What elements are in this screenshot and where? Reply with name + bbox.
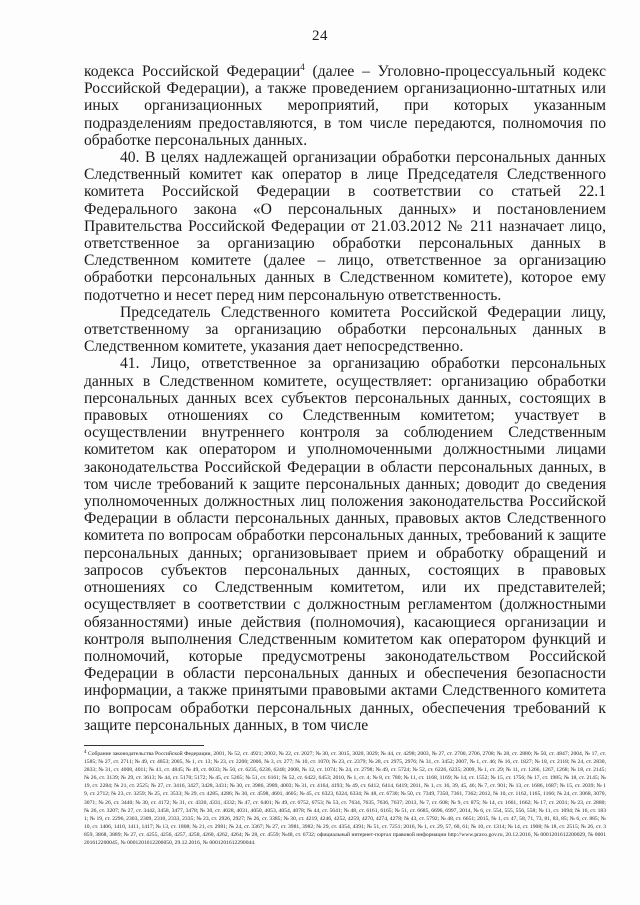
footnote-divider xyxy=(84,745,204,746)
paragraph-41: 41. Лицо, ответственное за организацию обработки персональных данных в Следственном комитете, осуществляет: организацию обработки персональных данных всех субъектов персональных данных, состоящих в правовых отношениях со Следственным комитетом; участвует в осуществлении внутреннего контроля за соблюдением Следственным комитетом как оператором и уполномоченными должностными лицами законодательства Российской Федерации в области персональных данных, в том числе требований к защите персональных данных; доводит до сведения уполномоченных должностных лиц положения законодательства Российской Федерации в области персональных данных, правовых актов Следственного комитета по вопросам обработки персональных данных, требований к защите персональных данных; организовывает прием и обработку обращений и запросов субъектов персональных данных, состоящих в правовых отношениях со Следственным комитетом, или их представителей; осуществляет в соответствии с должностным регламентом (должностными обязанностями) иные действия (полномочия), касающиеся организации и контроля выполнения Следственным комитетом как оператором функций и полномочий, которые предусмотрены законодательством Российской Федерации в области персональных данных и обеспечения безопасности информации, а также принятыми правовыми актами Следственного комитета по вопросам обработки персональных данных, обеспечения требований к защите персональных данных, в том числе xyxy=(84,355,606,734)
paragraph-chairman-instructions: Председатель Следственного комитета Российской Федерации лицу, ответственному за организацию обработки персональных данных в Следственном комитете, указания дает непосредственно. xyxy=(84,303,606,356)
paragraph-text-after-footnote: (далее – Уголовно-процессуальный кодекс Российской Федерации), а также проведением организационно-штатных или иных организационных мероприятий, при которых указанным подразделениям предоставляются, в том числе передаются, полномочия по обработке персональных данных. xyxy=(84,63,607,149)
paragraph-40: 40. В целях надлежащей организации обработки персональных данных Следственный комитет как оператор в лице Председателя Следственного комитета Российской Федерации в соответствии со статьей 22.1 Федерального закона «О персональных данных» и постановлением Правительства Российской Федерации от 21.03.2012 № 211 назначает лицо, ответственное за организацию обработки персональных данных в Следственном комитете (далее – лицо, ответственное за организацию обработки персональных данных в Следственном комитете), которое ему подотчетно и несет перед ним персональную ответственность. xyxy=(84,149,606,304)
document-body xyxy=(84,63,606,734)
paragraph-continuation xyxy=(84,63,606,149)
page-number: 24 xyxy=(312,28,328,44)
footnote-marker: 4 xyxy=(84,750,87,755)
footnote-text: Собрание законодательства Российской Федерации, 2001, № 52, ст. 4921; 2002, № 22, ст. 2027; № 30, ст. 3015, 3020, 3029; № 44, ст. 4298; 2003, № 27, ст. 2700, 2706, 2708; № 28, ст. 2880; № 50, ст. 4847; 2004, № 17, ст. 1585; № 27, ст. 2711; № 49, ст. 4853; 2005, № 1, ст. 13; № 23, ст. 2200; 2006, № 3, ст. 277; № 10, ст. 1070; № 23, ст. 2379; № 28, ст. 2975, 2976; № 31, ст. 3452; 2007, № 1, ст. 46; № 16, ст. 1827; № 18, ст. 2118; № 24, ст. 2830, 2833; № 31, ст. 4008, 4011; № 41, ст. 4845; № 49, ст. 6033; № 50, ст. 6235, 6236, 6248; 2008, № 12, ст. 1074; № 24, ст. 2798; № 49, ст. 5724; № 52, ст. 6226, 6235; 2009, № 1, ст. 29; № 11, ст. 1266, 1267, 1268; № 18, ст. 2145; № 26, ст. 3139; № 29, ст. 3613; № 44, ст. 5170; 5172; № 45, ст. 5265; № 51, ст. 6161; № 52, ст. 6422, 6453; 2010, № 1, ст. 4; № 8, ст. 780; № 11, ст. 1168, 1169; № 14, ст. 1552; № 15, ст. 1756; № 17, ст. 1985; № 18, ст. 2145; № 19, ст. 2284; № 21, ст. 2525; № 27, ст. 3416, 3427, 3428, 3431; № 30, ст. 3986, 3989, 4003; № 31, ст. 4164, 4193; № 49, ст. 6412, 6414, 6419; 2011, № 1, ст. 16, 39, 45, 46; № 7, ст. 901; № 13, ст. 1686, 1687; № 15, ст. 2039; № 19, ст. 2712; № 23, ст. 3259; № 25, ст. 3533; № 29, ст. 4285, 4286; № 30, ст. 4598, 4601, 4605; № 45, ст. 6323, 6324, 6334; № 48, ст. 6730; № 50, ст. 7349, 7350, 7361, 7362; 2012, № 10, ст. 1162, 1165, 1166; № 24, ст. 3068, 3070, 3071; № 26, ст. 3440; № 30, ст. 4172; № 31, ст. 4330, 4331, 4332; № 47, ст. 6401; № 49, ст. 6752, 6753; № 53, ст. 7634, 7635, 7636, 7637; 2013, № 7, ст. 608; № 9, ст. 875; № 14, ст. 1661, 1662; № 17, ст. 2031; № 23, ст. 2880; № 26, ст. 3207; № 27, ст. 3442, 3458, 3477, 3478; № 30, ст. 4028, 4031, 4050, 4053, 4054, 4078; № 44, ст. 5641; № 48, ст. 6161, 6165; № 51, ст. 6685, 6696, 6997, 2014, № 6, ст. 554, 555, 556, 558; № 11, ст. 1094; № 16, ст. 1831; № 19, ст. 2296, 2303, 2309, 2310, 2333, 2335; № 23, ст. 2926, 2927; № 26, ст. 3385; № 30, ст. 4219, 4246, 4252, 4259, 4270, 4274, 4278; № 43, ст. 5792; № 48, ст. 6651; 2015, № 1, ст. 47, 58, 71, 73, 81, 83, 85; № 6, ст. 885; № 10, ст. 1406, 1410, 1411, 1417; № 13, ст. 1808; № 21, ст. 2981; № 24, ст. 3367; № 27, ст. 3981, 3982; № 29, ст. 4354, 4391; № 51, ст. 7251; 2016, № 1, ст. 29, 57, 60, 61; № 10, ст. 1314; № 14, ст. 1908; № 18, ст. 2515; № 26, ст. 3859, 3868, 3889; № 27, ст. 4255, 4256, 4257, 4258, 4260, 4262, 4264; № 28, ст. 4559; №48, ст. 6732; официальный интернет-портал правовой информации http://www.pravo.gov.ru, 20.12.2016, № 0001201612200029, № 0001201612200045, № 0001201612200050, 29.12.2016, № 0001201612290044. xyxy=(84,751,606,847)
footnote-reference[interactable]: 4 xyxy=(300,62,305,72)
footnote xyxy=(84,750,606,847)
paragraph-text-before-footnote: кодекса Российской Федерации xyxy=(84,63,301,80)
